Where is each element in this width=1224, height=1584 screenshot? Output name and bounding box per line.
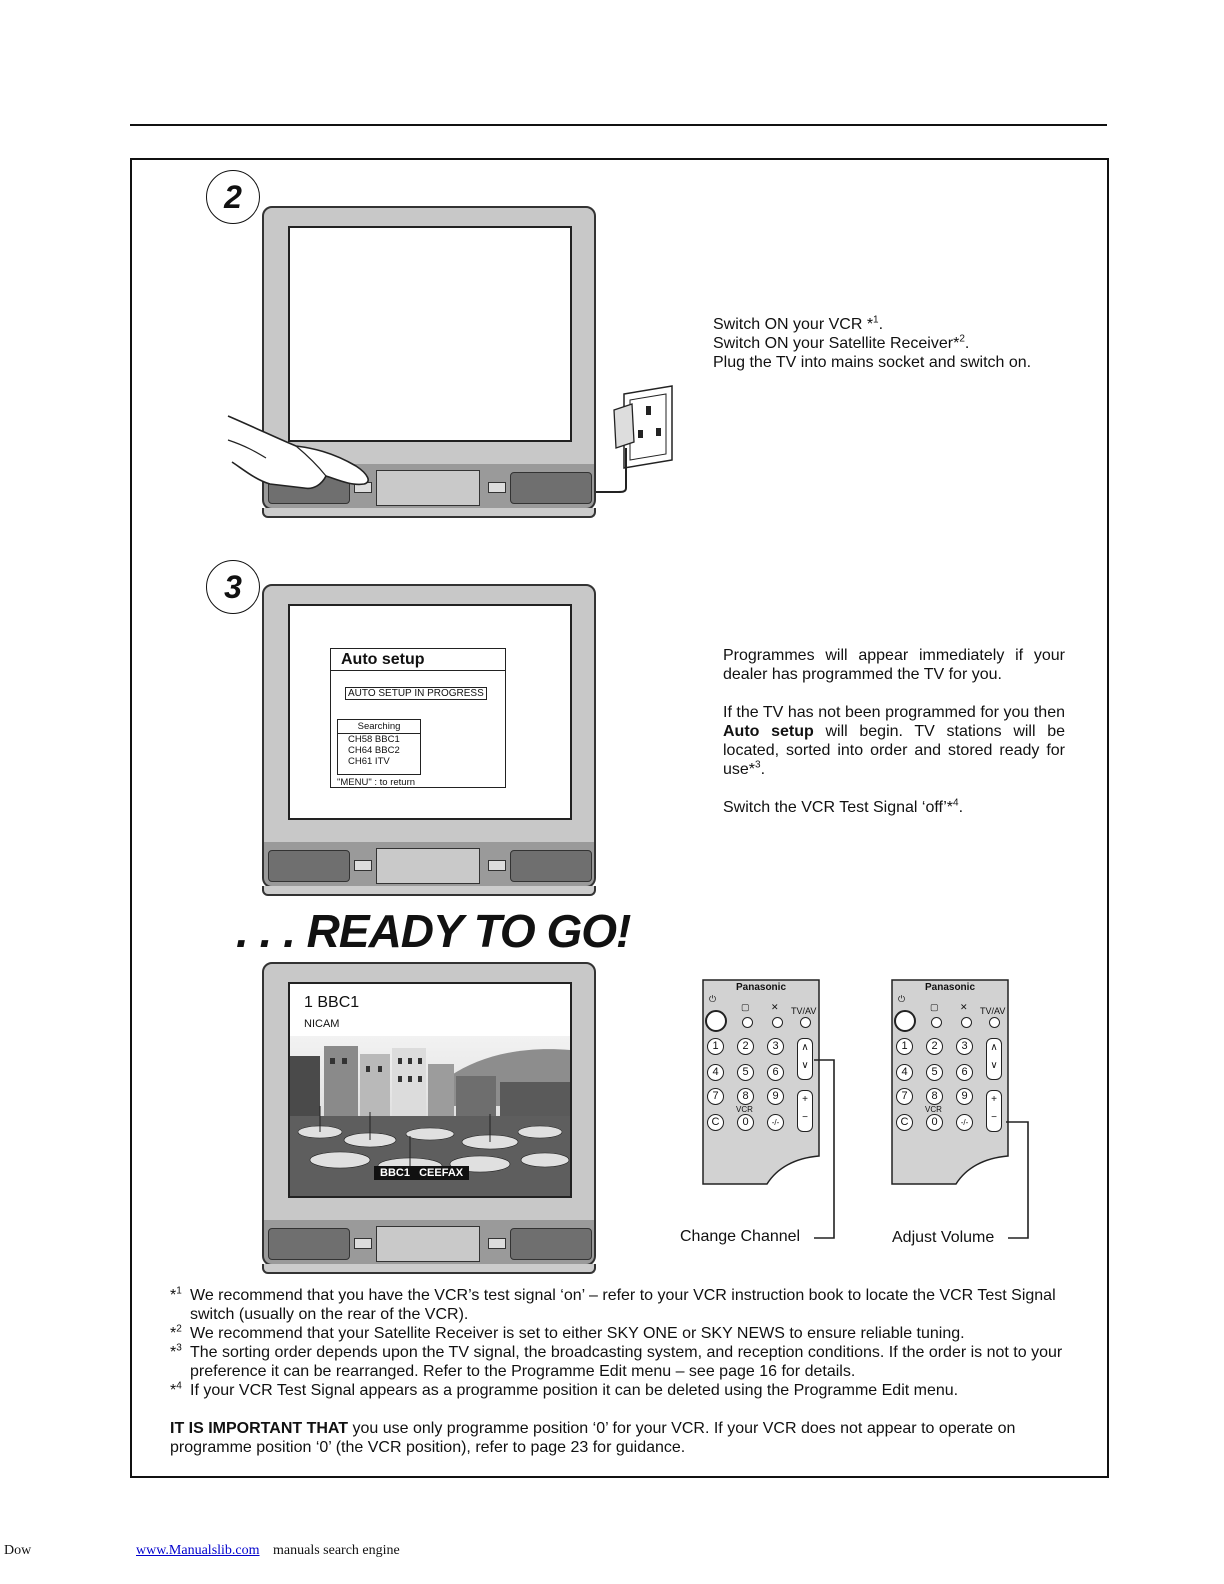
power-button bbox=[354, 860, 372, 871]
power-button bbox=[894, 1010, 916, 1032]
progress-label: AUTO SETUP IN PROGRESS bbox=[345, 687, 487, 700]
channel-rocker: ∧ ∨ bbox=[986, 1038, 1002, 1080]
teletext-icon: ▢ bbox=[741, 1002, 750, 1012]
adjust-volume-caption: Adjust Volume bbox=[892, 1229, 995, 1246]
speaker-left bbox=[268, 1228, 350, 1260]
brand-label: Panasonic bbox=[924, 982, 976, 993]
manualslib-link[interactable]: www.Manualslib.com bbox=[136, 1543, 260, 1558]
channel-rocker: ∧ ∨ bbox=[797, 1038, 813, 1080]
key-0: 0 bbox=[737, 1114, 754, 1131]
teletext-icon: ▢ bbox=[930, 1002, 939, 1012]
key-1: 1 bbox=[896, 1038, 913, 1055]
important-note: IT IS IMPORTANT THAT you use only programme position ‘0’ for your VCR. If your VCR does not appear to operate on programme position ‘0’ (the VCR position), refer to page 23 for guidance. bbox=[170, 1420, 1016, 1456]
volume-rocker: + − bbox=[797, 1090, 813, 1132]
instruction-line: Switch ON your VCR *$^1$. bbox=[713, 314, 884, 333]
speaker-left bbox=[268, 850, 350, 882]
key-c: C bbox=[896, 1114, 913, 1131]
ready-headline: . . . READY TO GO! bbox=[236, 905, 631, 957]
top-rule bbox=[130, 124, 1107, 126]
volume-rocker: + − bbox=[986, 1090, 1002, 1132]
mute-icon: ✕ bbox=[771, 1002, 779, 1012]
standby-icon: ⏻ bbox=[709, 994, 717, 1004]
search-header: Searching bbox=[338, 720, 420, 734]
paragraph: If the TV has not been programmed for you then Auto setup will begin. TV stations will be located, sorted into order and stored ready for use*$^3$. bbox=[723, 704, 1066, 778]
hand-illustration bbox=[226, 404, 386, 494]
step-2-number: 2 bbox=[206, 170, 260, 224]
standby-icon: ⏻ bbox=[898, 994, 906, 1004]
control-panel bbox=[376, 1226, 480, 1262]
return-hint: "MENU" : to return bbox=[337, 777, 416, 788]
vcr-label: VCR bbox=[736, 1105, 753, 1114]
paragraph: Programmes will appear immediately if your dealer has programmed the TV for you. bbox=[723, 647, 1065, 683]
power-button bbox=[354, 1238, 372, 1249]
key-5: 5 bbox=[926, 1064, 943, 1081]
channel-row: CH58 BBC1 bbox=[348, 734, 400, 745]
key-8: 8 bbox=[926, 1088, 943, 1105]
vcr-label: VCR bbox=[925, 1105, 942, 1114]
key-dash: -/- bbox=[956, 1114, 973, 1131]
footer-right: manuals search engine bbox=[273, 1543, 400, 1558]
key-5: 5 bbox=[737, 1064, 754, 1081]
change-channel-caption: Change Channel bbox=[680, 1228, 801, 1245]
control-panel bbox=[376, 470, 480, 506]
key-4: 4 bbox=[896, 1064, 913, 1081]
key-7: 7 bbox=[707, 1088, 724, 1105]
panel-button bbox=[488, 860, 506, 871]
instruction-line: Plug the TV into mains socket and switch on. bbox=[713, 354, 1032, 371]
tvav-label: TV/AV bbox=[980, 1006, 1006, 1016]
ceefax-banner: BBC1 CEEFAX bbox=[374, 1166, 469, 1180]
tv-screen bbox=[288, 982, 572, 1198]
key-3: 3 bbox=[767, 1038, 784, 1055]
key-1: 1 bbox=[707, 1038, 724, 1055]
key-9: 9 bbox=[956, 1088, 973, 1105]
auto-setup-menu bbox=[330, 648, 506, 788]
footnote-4: *$^4$ If your VCR Test Signal appears as a programme position it can be deleted using the Programme Edit menu. bbox=[170, 1380, 959, 1399]
search-list bbox=[337, 719, 421, 775]
key-dash: -/- bbox=[767, 1114, 784, 1131]
step-3-number: 3 bbox=[206, 560, 260, 614]
key-c: C bbox=[707, 1114, 724, 1131]
footer-left: Dow bbox=[4, 1543, 32, 1558]
control-panel bbox=[376, 848, 480, 884]
menu-title: Auto setup bbox=[331, 649, 505, 671]
footnotes bbox=[170, 1286, 1090, 1457]
footnote-2: *$^2$ We recommend that your Satellite Receiver is set to either SKY ONE or SKY NEWS to ensure reliable tuning. bbox=[170, 1323, 965, 1342]
mute-icon: ✕ bbox=[960, 1002, 968, 1012]
key-4: 4 bbox=[707, 1064, 724, 1081]
key-3: 3 bbox=[956, 1038, 973, 1055]
channel-number: 1 BBC1 bbox=[304, 994, 360, 1011]
key-6: 6 bbox=[956, 1064, 973, 1081]
footnote-1: *$^1$ We recommend that you have the VCR’s test signal ‘on’ – refer to your VCR instruction book to locate the VCR Test Signal switch (usually on the rear of the VCR). bbox=[170, 1285, 1056, 1323]
wall-socket-icon bbox=[580, 384, 690, 504]
channel-row: CH64 BBC2 bbox=[348, 745, 400, 756]
key-0: 0 bbox=[926, 1114, 943, 1131]
speaker-right bbox=[510, 850, 592, 882]
brand-label: Panasonic bbox=[735, 982, 787, 993]
step-2-instructions bbox=[713, 315, 1093, 372]
speaker-right bbox=[510, 1228, 592, 1260]
callout-lines bbox=[800, 1050, 1040, 1250]
panel-button bbox=[488, 482, 506, 493]
key-6: 6 bbox=[767, 1064, 784, 1081]
key-8: 8 bbox=[737, 1088, 754, 1105]
step-3-instructions bbox=[723, 646, 1065, 817]
key-7: 7 bbox=[896, 1088, 913, 1105]
key-9: 9 bbox=[767, 1088, 784, 1105]
key-2: 2 bbox=[737, 1038, 754, 1055]
power-button bbox=[705, 1010, 727, 1032]
channel-row: CH61 ITV bbox=[348, 756, 390, 767]
paragraph: Switch the VCR Test Signal ‘off’*$^4$. bbox=[723, 797, 964, 816]
tvav-label: TV/AV bbox=[791, 1006, 817, 1016]
instruction-line: Switch ON your Satellite Receiver*$^2$. bbox=[713, 333, 970, 352]
key-2: 2 bbox=[926, 1038, 943, 1055]
footnote-3: *$^3$ The sorting order depends upon the TV signal, the broadcasting system, and reception conditions. If the order is not to your preference it can be rearranged. Refer to the Programme Edit menu – see page 16 for details. bbox=[170, 1342, 1063, 1380]
sound-mode: NICAM bbox=[304, 1018, 340, 1030]
panel-button bbox=[488, 1238, 506, 1249]
tv-screen bbox=[288, 604, 572, 820]
